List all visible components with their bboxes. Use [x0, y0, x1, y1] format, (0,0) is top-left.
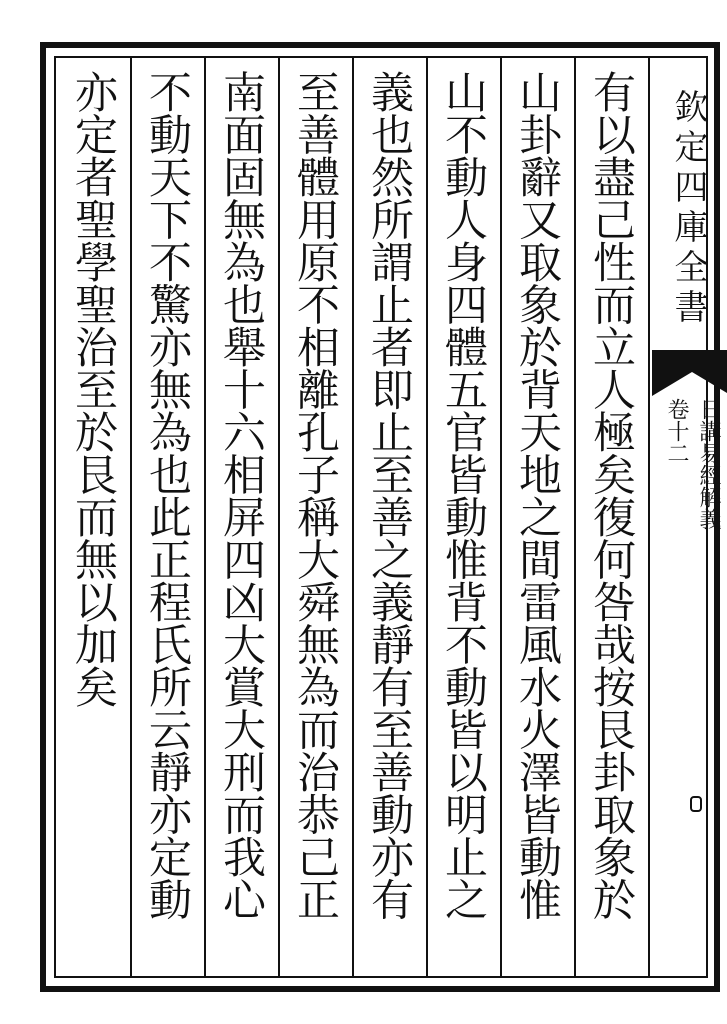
- fish-tail-icon: [652, 350, 727, 396]
- text-column-3: 山不動人身四體五官皆動惟背不動皆以明止之: [438, 70, 488, 920]
- text-column-1: 有以盡己性而立人極矣復何咎哉按艮卦取象於: [586, 70, 636, 920]
- text-column-4: 義也然所謂止者即止至善之義靜有至善動亦有: [364, 70, 414, 920]
- book-title: 欽定四庫全書: [668, 89, 708, 329]
- text-column-8: 亦定者聖學聖治至於艮而無以加矣: [68, 70, 118, 708]
- margin-labels: [652, 398, 727, 698]
- page-border: [40, 42, 720, 992]
- text-column-6: 南面固無為也舉十六相屏四凶大賞大刑而我心: [216, 70, 266, 920]
- work-title: 日講易經解義: [696, 398, 721, 530]
- text-column-2: 山卦辭又取象於背天地之間雷風水火澤皆動惟: [512, 70, 562, 920]
- text-frame: [54, 56, 721, 978]
- leaf-number-mark: [690, 796, 702, 812]
- text-column-5: 至善體用原不相離孔子稱大舜無為而治恭己正: [290, 70, 340, 920]
- volume-label: 卷十二: [664, 398, 689, 464]
- text-column-7: 不動天下不驚亦無為也此正程氏所云靜亦定動: [142, 70, 192, 920]
